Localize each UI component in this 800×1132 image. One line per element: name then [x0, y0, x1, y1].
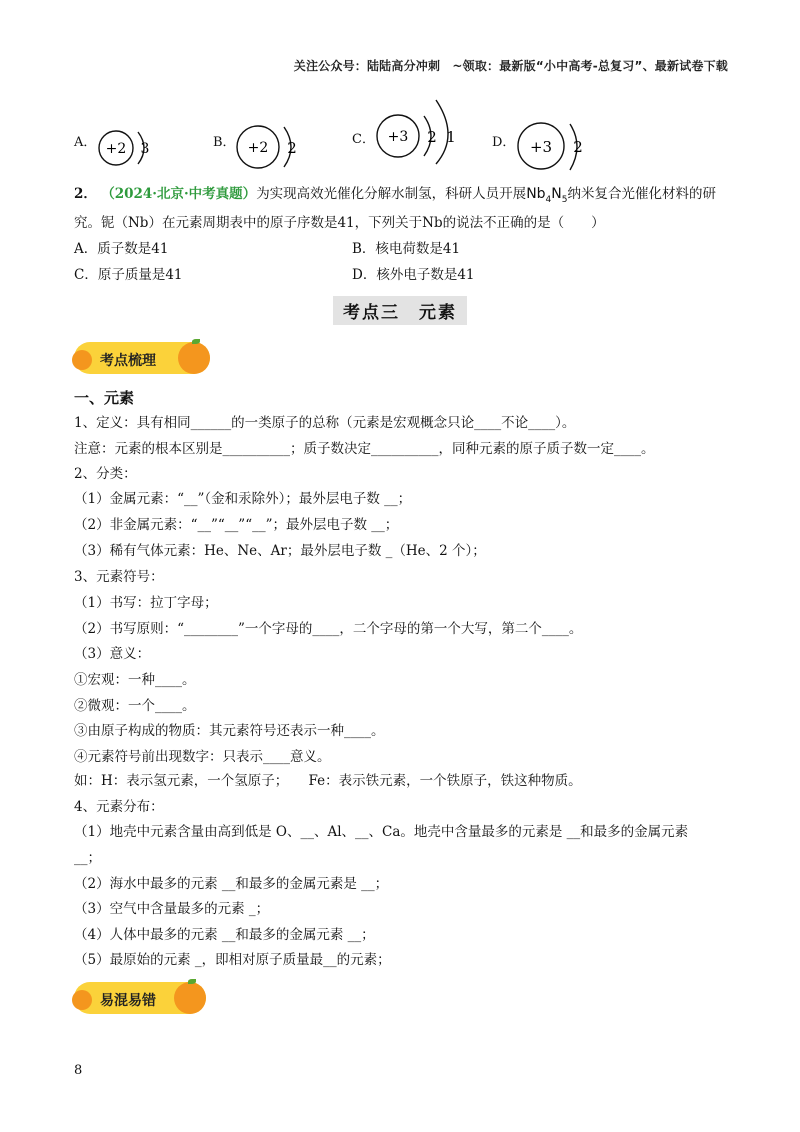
nucleus-d: +3: [529, 138, 553, 156]
q2-option-b: B．核电荷数是41: [352, 241, 461, 257]
text-line: （2）书写原则：“________”一个字母的____，二个字母的第一个大写，第二个____。: [74, 621, 583, 637]
option-b-label: B．: [213, 135, 236, 150]
text-line: 3、元素符号：: [74, 569, 164, 585]
text-line: ③由原子构成的物质：其元素符号还表示一种____。: [74, 723, 385, 739]
orange-icon: [72, 990, 92, 1010]
text-line: （1）金属元素：“__”（金和汞除外）；最外层电子数 __；: [74, 491, 412, 507]
atom-diagram-b: [234, 115, 304, 171]
text-line: （4）人体中最多的元素 __和最多的金属元素 __；: [74, 927, 375, 943]
q2-stem-line2: 究。铌（Nb）在元素周期表中的原子序数是41，下列关于Nb的说法不正确的是（ ）: [74, 215, 605, 231]
shell-c-2: 1: [446, 128, 456, 146]
q2-stem-b: 纳米复合光催化材料的研: [567, 186, 716, 202]
q2-option-c: C．原子质量是41: [74, 267, 183, 283]
badge-kaodian-shuli: 考点梳理: [74, 342, 210, 374]
nucleus-b: +2: [247, 140, 269, 156]
orange-icon: [178, 342, 210, 374]
text-line: 1、定义：具有相同______的一类原子的总称（元素是宏观概念只论____不论____）。: [74, 415, 576, 431]
section-title: 考点三 元素: [0, 296, 800, 325]
leaf-icon: [192, 339, 200, 344]
text-line: 如：H：表示氢元素，一个氢原子； Fe：表示铁元素，一个铁原子，铁这种物质。: [74, 773, 582, 789]
text-line: ②微观：一个____。: [74, 698, 196, 714]
text-line: （3）空气中含量最多的元素 _；: [74, 901, 270, 917]
text-line: ④元素符号前出现数字：只表示____意义。: [74, 749, 331, 765]
q2-number: 2．: [74, 186, 97, 202]
nucleus-a: +2: [105, 141, 127, 157]
nb4n5-formula: $Nb_4N_5$: [526, 186, 568, 205]
option-a-label: A．: [74, 135, 97, 150]
q2-option-d: D．核外电子数是41: [352, 267, 475, 283]
text-line: （2）非金属元素：“__”“__”“__”；最外层电子数 __；: [74, 517, 399, 533]
q2-source: （2024·北京·中考真题）: [101, 186, 257, 202]
text-line: 注意：元素的根本区别是__________；质子数决定__________，同种元素的原子质子数一定____。: [74, 441, 655, 457]
text-line: ①宏观：一种____。: [74, 672, 196, 688]
q2-stem-line1: [74, 184, 716, 210]
text-line: （1）地壳中元素含量由高到低是 O、__、Al、__、Ca。地壳中含量最多的元素是 __和最多的金属元素: [74, 824, 689, 840]
text-line: （3）稀有气体元素：He、Ne、Ar；最外层电子数 _（He、2 个）；: [74, 543, 486, 559]
text-line: （2）海水中最多的元素 __和最多的金属元素是 __；: [74, 876, 389, 892]
orange-icon: [72, 350, 92, 370]
q2-option-a: A．质子数是41: [74, 241, 169, 257]
atom-diagram-d: [514, 114, 594, 176]
atom-diagram-c: [374, 96, 464, 166]
shell-c-1: 2: [427, 128, 437, 146]
page-number: 8: [74, 1063, 83, 1078]
badge-yihun-yicuo: 易混易错: [74, 982, 206, 1014]
nucleus-c: +3: [387, 129, 409, 145]
text-line: （3）意义：: [74, 646, 151, 662]
heading-yuansu: 一、元素: [74, 389, 135, 407]
text-line: 2、分类：: [74, 466, 137, 482]
text-line: （5）最原始的元素 _，即相对原子质量最__的元素；: [74, 952, 391, 968]
leaf-icon: [188, 979, 196, 984]
q2-stem-a: 为实现高效光催化分解水制氢，科研人员开展: [256, 186, 527, 202]
text-line: （1）书写：拉丁字母；: [74, 595, 218, 611]
atom-diagram-a: [94, 118, 164, 168]
page-header: 关注公众号：陆陆高分冲刺 ~领取：最新版“小中高考-总复习”、最新试卷下载: [293, 59, 728, 73]
shell-d-1: 2: [573, 138, 583, 156]
option-c-label: C．: [352, 132, 375, 147]
text-line: 4、元素分布：: [74, 799, 164, 815]
option-d-label: D．: [492, 135, 516, 150]
shell-a-1: 3: [140, 141, 150, 157]
text-line: __；: [74, 850, 101, 866]
orange-icon: [174, 982, 206, 1014]
shell-b-1: 2: [287, 139, 297, 157]
